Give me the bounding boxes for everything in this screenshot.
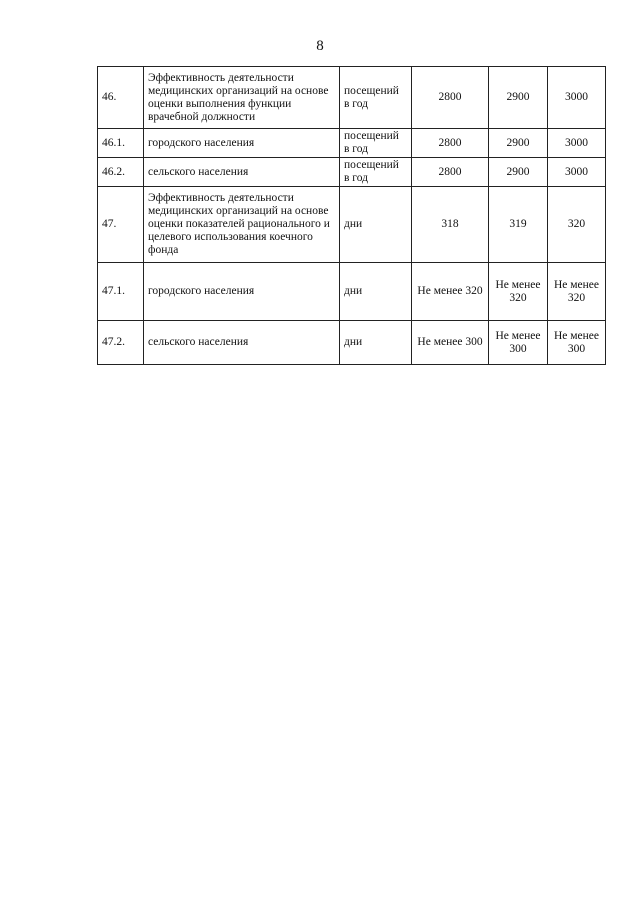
unit: посещений в год [340, 67, 412, 129]
unit: дни [340, 187, 412, 263]
row-number: 47.2. [98, 321, 144, 365]
value-3: 3000 [548, 158, 606, 187]
value-1: 2800 [412, 67, 489, 129]
table-row [98, 187, 606, 263]
unit: посещений в год [340, 129, 412, 158]
value-3: Не менее 320 [548, 263, 606, 321]
indicator-name: сельского населения [144, 321, 340, 365]
row-number: 46.1. [98, 129, 144, 158]
table-row [98, 158, 606, 187]
page-number: 8 [316, 38, 324, 54]
value-3: 320 [548, 187, 606, 263]
value-2: 2900 [489, 67, 548, 129]
value-1: Не менее 300 [412, 321, 489, 365]
indicator-name: сельского населения [144, 158, 340, 187]
value-2: 2900 [489, 129, 548, 158]
indicators-table [97, 66, 606, 365]
indicator-name: городского населения [144, 263, 340, 321]
value-1: 2800 [412, 129, 489, 158]
value-1: Не менее 320 [412, 263, 489, 321]
table-row [98, 67, 606, 129]
unit: посещений в год [340, 158, 412, 187]
row-number: 47.1. [98, 263, 144, 321]
table-row [98, 321, 606, 365]
value-2: Не менее 300 [489, 321, 548, 365]
value-1: 318 [412, 187, 489, 263]
table-row [98, 263, 606, 321]
value-3: Не менее 300 [548, 321, 606, 365]
indicator-name: Эффективность деятельности медицинских организаций на основе оценки выполнения функции врачебной должности [144, 67, 340, 129]
row-number: 46. [98, 67, 144, 129]
unit: дни [340, 321, 412, 365]
row-number: 46.2. [98, 158, 144, 187]
value-2: Не менее 320 [489, 263, 548, 321]
row-number: 47. [98, 187, 144, 263]
value-3: 3000 [548, 67, 606, 129]
value-1: 2800 [412, 158, 489, 187]
unit: дни [340, 263, 412, 321]
value-3: 3000 [548, 129, 606, 158]
table-row [98, 129, 606, 158]
indicator-name: Эффективность деятельности медицинских организаций на основе оценки показателей рационального и целевого использования коечного фонда [144, 187, 340, 263]
value-2: 2900 [489, 158, 548, 187]
indicator-name: городского населения [144, 129, 340, 158]
value-2: 319 [489, 187, 548, 263]
